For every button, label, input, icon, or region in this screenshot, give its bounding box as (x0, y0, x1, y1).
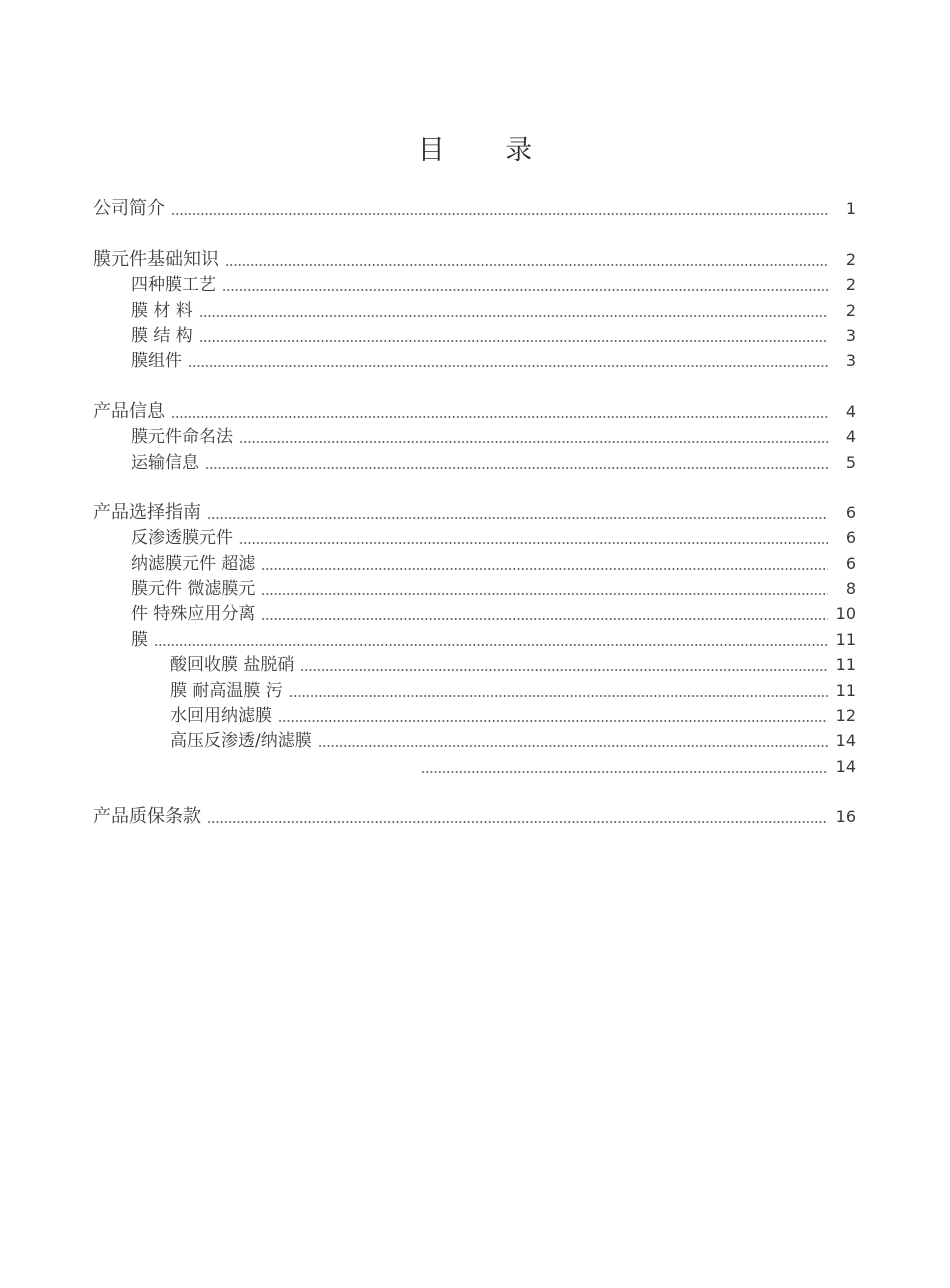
toc-entry-label: 膜 (131, 630, 152, 650)
dot-leader (171, 402, 828, 422)
toc-entry-label: 膜 材 料 (131, 301, 197, 321)
toc-entry-page-number: 14 (835, 731, 856, 751)
toc-entry-page-number: 12 (835, 706, 856, 726)
toc-entry-page-number: 2 (845, 300, 856, 320)
toc-entry-label: 高压反渗透/纳滤膜 (170, 731, 316, 751)
toc-entry[interactable] (93, 244, 856, 269)
toc-entry-page-number: 10 (835, 604, 856, 624)
toc-entry-label: 四种膜工艺 (131, 275, 220, 295)
toc-entry-page-number: 11 (835, 655, 856, 675)
toc-entry[interactable] (93, 321, 856, 346)
toc-entry-page-number: 8 (845, 579, 856, 599)
toc-entry[interactable] (93, 650, 856, 675)
toc-entry[interactable] (93, 624, 856, 649)
dot-leader (278, 706, 828, 726)
toc-entry-page-number: 3 (845, 325, 856, 345)
toc-entry-page-number: 16 (835, 807, 856, 827)
toc-entry[interactable] (93, 498, 856, 523)
toc-entry-page-number: 6 (845, 502, 856, 522)
toc-entry-label: 件 特殊应用分离 (131, 604, 259, 624)
toc-entry-label: 反渗透膜元件 (131, 528, 237, 548)
dot-leader (239, 427, 828, 447)
toc-entry[interactable] (93, 802, 856, 827)
dot-leader (300, 655, 828, 675)
dot-leader (261, 604, 828, 624)
dot-leader (207, 807, 828, 827)
toc-entry-label: 公司简介 (93, 199, 169, 219)
toc-entry[interactable] (93, 194, 856, 219)
toc-entry-page-number: 6 (845, 553, 856, 573)
toc-entry-label: 产品质保条款 (93, 807, 205, 827)
toc-entry-page-number: 11 (835, 629, 856, 649)
dot-leader (421, 757, 828, 777)
toc-entry[interactable] (93, 523, 856, 548)
toc-entry-page-number: 5 (845, 452, 856, 472)
dot-leader (289, 681, 828, 701)
dot-leader (171, 199, 828, 219)
toc-entry-page-number: 11 (835, 680, 856, 700)
toc-entry-page-number: 1 (845, 199, 856, 219)
toc-entry-page-number: 14 (835, 756, 856, 776)
toc-entry-page-number: 3 (845, 351, 856, 371)
dot-leader (205, 453, 828, 473)
toc-entry-page-number: 4 (845, 427, 856, 447)
toc-entry-page-number: 6 (845, 528, 856, 548)
toc-entry[interactable] (93, 422, 856, 447)
toc-entry-label: 运输信息 (131, 453, 203, 473)
dot-leader (239, 528, 828, 548)
toc-entry-label: 膜元件命名法 (131, 427, 237, 447)
toc-entry-label: 纳滤膜元件 超滤 (131, 554, 259, 574)
toc-entry[interactable] (93, 396, 856, 421)
toc-entry-page-number: 2 (845, 249, 856, 269)
toc-entry[interactable] (93, 548, 856, 573)
toc-entry-label: 膜 结 构 (131, 326, 197, 346)
toc-entry-page-number: 2 (845, 275, 856, 295)
dot-leader (199, 326, 828, 346)
toc-entry[interactable] (93, 751, 856, 776)
toc-entry[interactable] (93, 270, 856, 295)
toc-list (93, 194, 856, 827)
toc-entry[interactable] (93, 574, 856, 599)
toc-entry-label: 膜元件基础知识 (93, 250, 223, 270)
toc-entry-label: 产品信息 (93, 402, 169, 422)
toc-entry-label: 膜元件 微滤膜元 (131, 579, 259, 599)
toc-entry-label: 膜组件 (131, 351, 186, 371)
dot-leader (199, 301, 828, 321)
toc-entry-label: 膜 耐高温膜 污 (170, 681, 287, 701)
toc-entry[interactable] (93, 701, 856, 726)
dot-leader (207, 503, 828, 523)
toc-entry-page-number: 4 (845, 401, 856, 421)
toc-entry[interactable] (93, 346, 856, 371)
dot-leader (154, 630, 828, 650)
toc-entry[interactable] (93, 599, 856, 624)
toc-title: 目 录 (417, 135, 559, 166)
toc-entry[interactable] (93, 295, 856, 320)
toc-entry[interactable] (93, 447, 856, 472)
toc-entry[interactable] (93, 726, 856, 751)
dot-leader (188, 351, 828, 371)
dot-leader (261, 554, 828, 574)
toc-entry-label: 酸回收膜 盐脱硝 (170, 655, 298, 675)
dot-leader (225, 250, 828, 270)
dot-leader (222, 275, 828, 295)
toc-entry[interactable] (93, 675, 856, 700)
dot-leader (261, 579, 828, 599)
dot-leader (318, 731, 828, 751)
toc-entry-label: 水回用纳滤膜 (170, 706, 276, 726)
toc-entry-label: 产品选择指南 (93, 503, 205, 523)
